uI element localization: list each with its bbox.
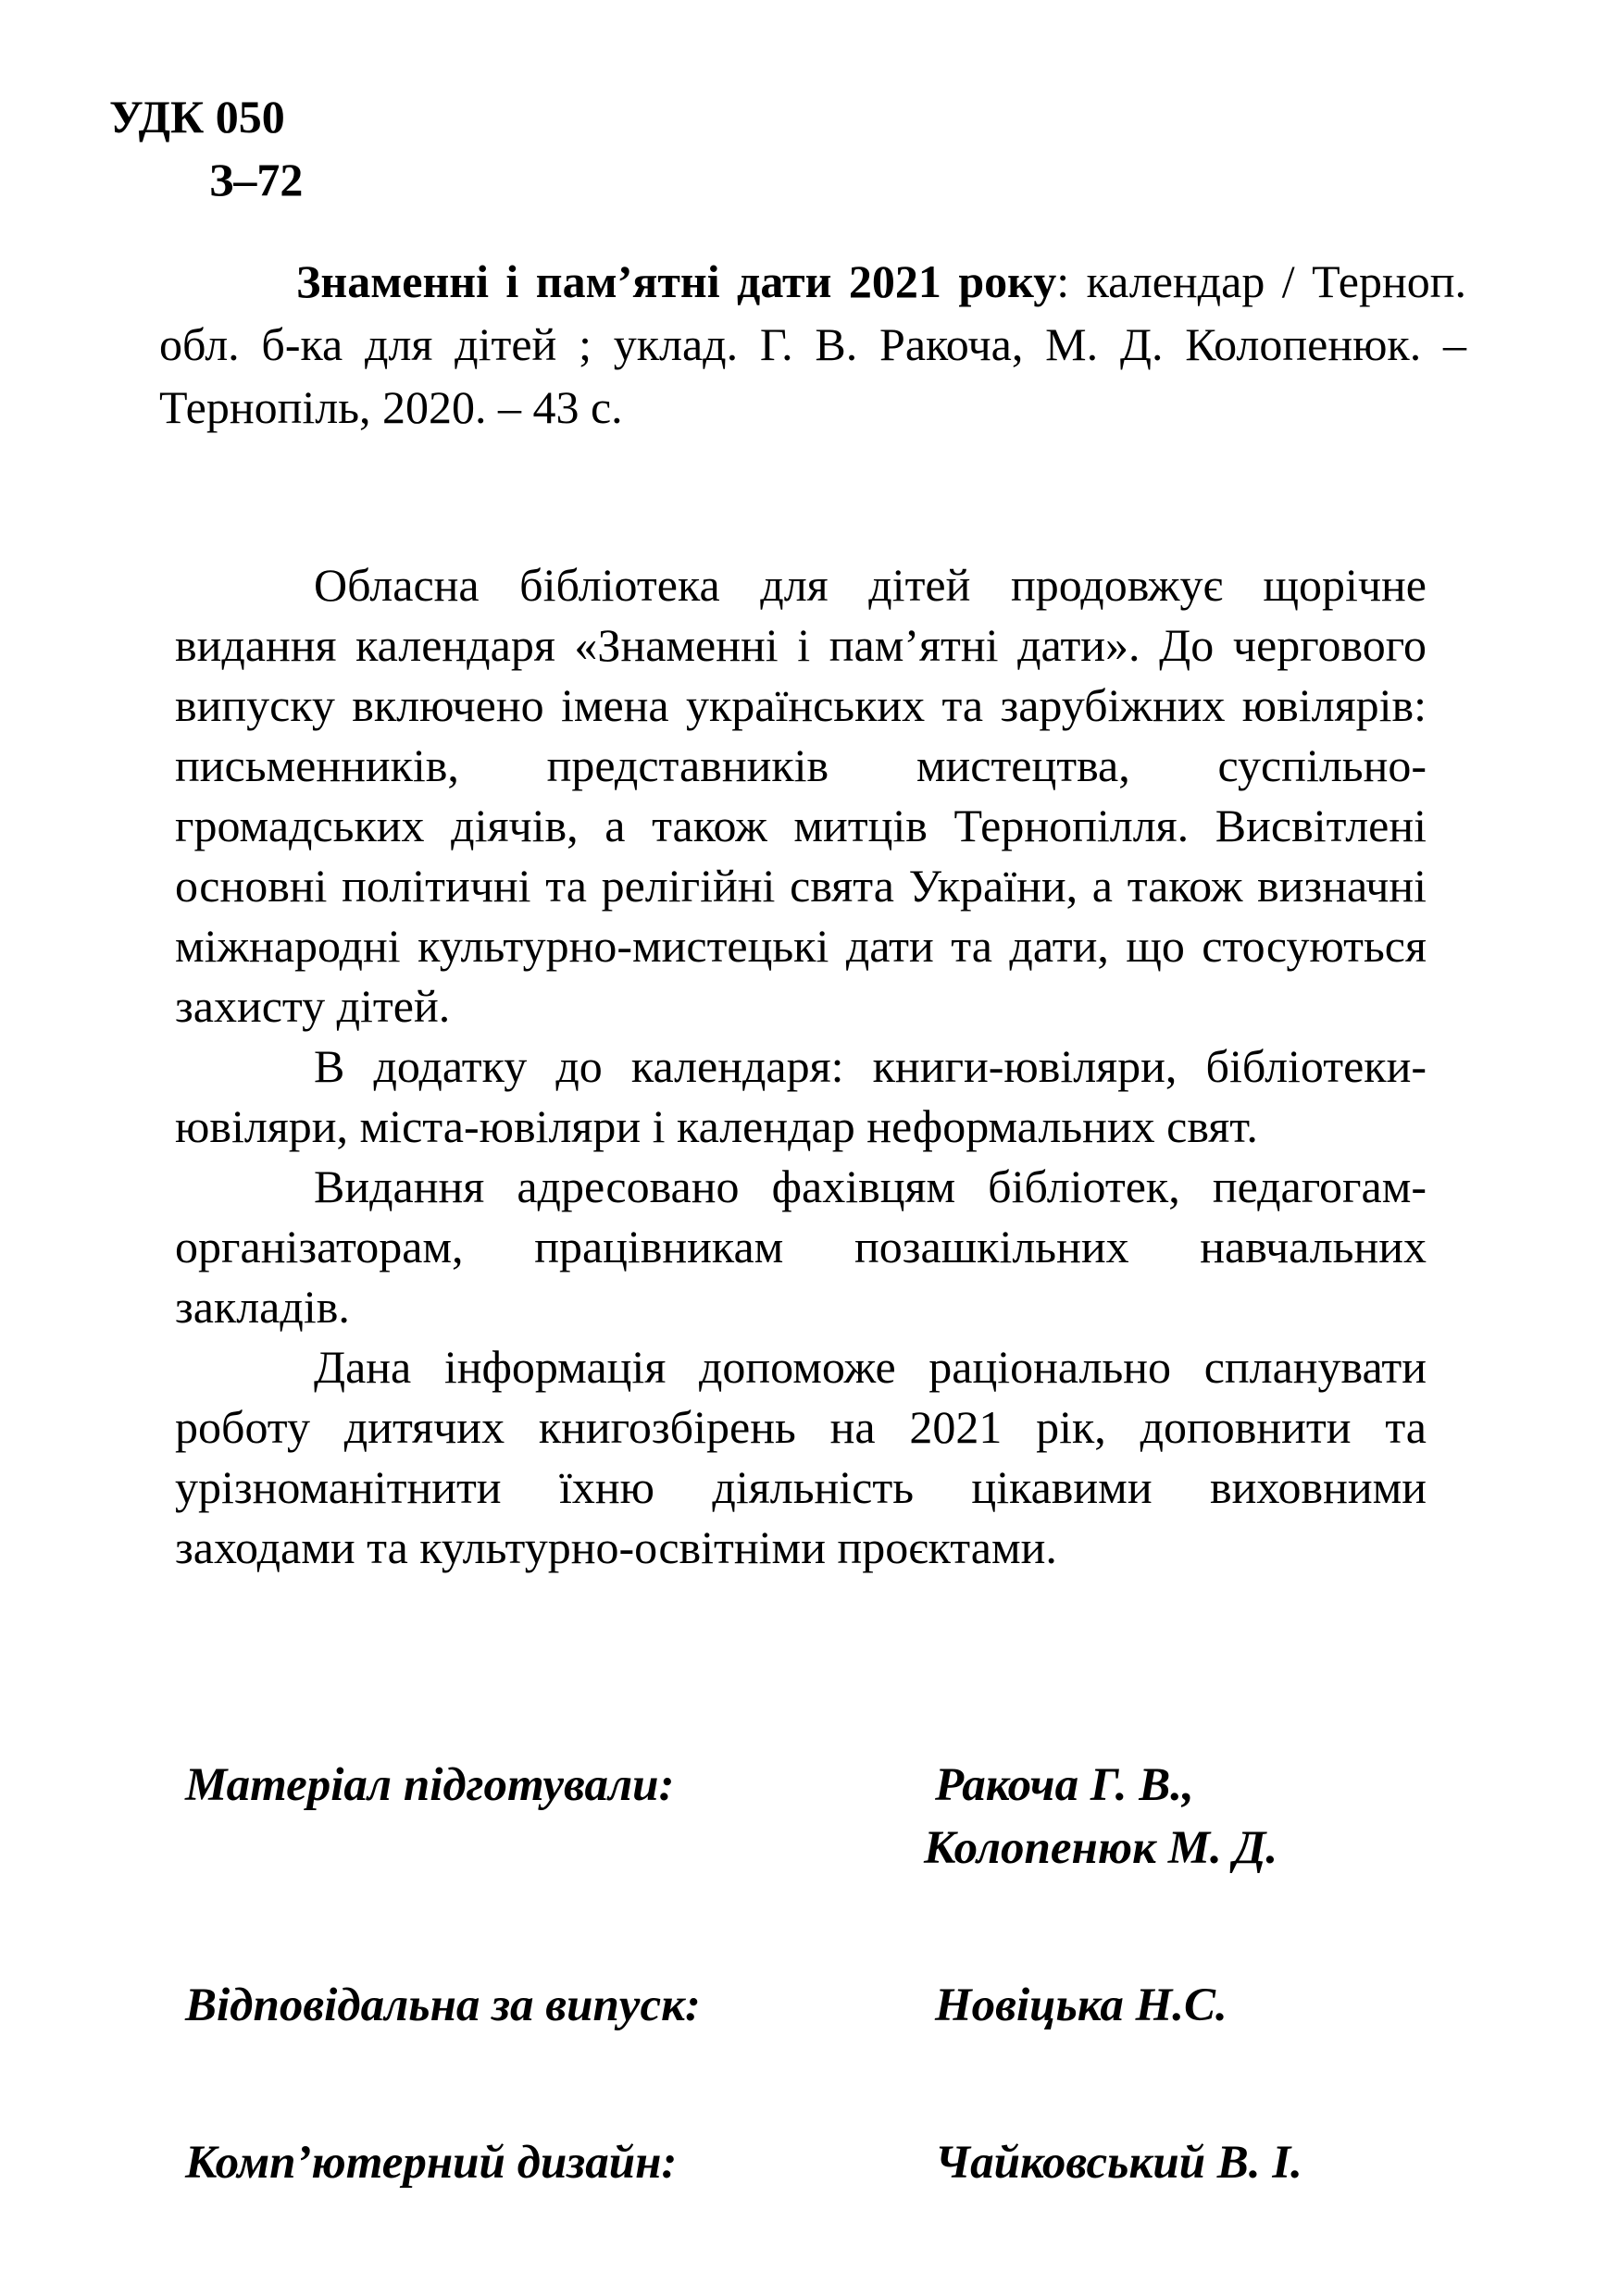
credit-prepared-row	[185, 1754, 1426, 1817]
responsible-label: Відповідальна за випуск:	[185, 1980, 701, 2031]
publication-title: Знаменні і пам’ятні дати 2021 року	[296, 255, 1057, 307]
design-label: Комп’ютерний дизайн:	[185, 2137, 678, 2189]
design-name: Чайковський В. І.	[935, 2137, 1302, 2189]
credit-design-row	[185, 2131, 1426, 2194]
bibliographic-details: : календар / Терноп. обл. б-ка для дітей ; уклад. Г. В. Ракоча, М. Д. Колопенюк. – Тернопіль, 2020. – 43 с.	[159, 255, 1466, 433]
prepared-name: Колопенюк М. Д.	[924, 1822, 1278, 1874]
credits	[185, 1754, 1426, 2194]
prepared-label: Матеріал підготували:	[185, 1759, 675, 1811]
author-mark-code: З–72	[209, 154, 304, 205]
abstract-paragraph: Видання адресовано фахівцям бібліотек, педагогам-організаторам, працівникам позашкільних навчальних закладів.	[175, 1160, 1427, 1333]
prepared-name: Ракоча Г. В.,	[935, 1759, 1194, 1811]
bibliographic-record	[159, 250, 1466, 439]
abstract	[175, 555, 1427, 1578]
credit-prepared-row-2	[185, 1817, 1426, 1880]
udk-code: УДК 050	[109, 91, 285, 143]
responsible-name: Новіцька Н.С.	[935, 1980, 1227, 2031]
credit-responsible-row	[185, 1974, 1426, 2037]
abstract-paragraph: В додатку до календаря: книги-ювіляри, бібліотеки-ювіляри, міста-ювіляри і календар неформальних свят.	[175, 1040, 1427, 1152]
abstract-paragraph: Дана інформація допоможе раціонально спланувати роботу дитячих книгозбірень на 2021 рік, доповнити та урізноманітнити їхню діяльність цікавими виховними заходами та культурно-освітніми проєктами.	[175, 1341, 1427, 1573]
abstract-paragraph: Обласна бібліотека для дітей продовжує щорічне видання календаря «Знаменні і пам’ятні дати». До чергового випуску включено імена українських та зарубіжних ювілярів: письменників, представників мистецтва, суспільно-громадських діячів, а також митців Тернопілля. Висвітлені основні політичні та релігійні свята України, а також визначні міжнародні культурно-мистецькі дати та дати, що стосуються захисту дітей.	[175, 559, 1427, 1032]
classification-codes	[109, 85, 303, 211]
